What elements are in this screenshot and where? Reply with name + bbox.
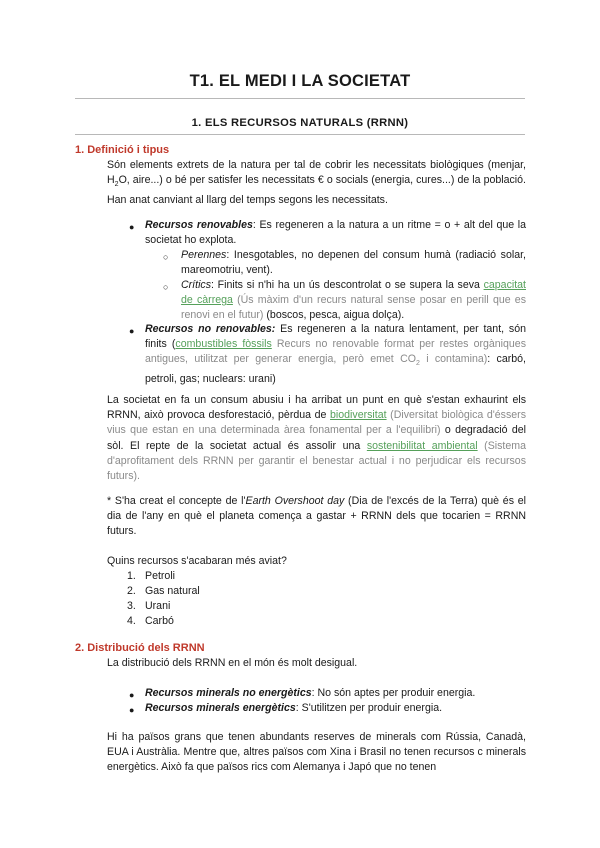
renovables-label: Recursos renovables [145,219,253,231]
heading-definicio: 1. Definició i tipus [75,144,170,156]
bullet-icon: ● [129,690,135,700]
intro-subscript: 2 [114,181,119,189]
section-divider [75,134,525,135]
section-title: 1. ELS RECURSOS NATURALS (RRNN) [191,117,409,129]
intro-text-b: O, aire...) o bé per satisfer les necessitats € o socials (energia, cures...) de la població. Han anat canviant al llarg del temps segons les necessitats. [107,174,526,206]
list-number: 3. [127,600,136,612]
fossils-subscript: 2 [415,360,420,368]
energetics-label: Recursos minerals energètics [145,702,296,714]
fossils-definition-a: Recurs no renovable format per restes orgàniques antigues, utilitzat per generar energia, però emet CO [145,338,527,366]
sostenibilitat-definition: (Sistema d'aprofitament dels RRNN per garantir el benestar actual i no perjudicar els recursos futurs). [107,439,526,483]
bullet-icon: ● [129,222,135,232]
list-item: Carbó [145,615,174,627]
no-energetics-label: Recursos minerals no energètics [145,687,312,699]
biodiversitat-definition: (Diversitat biològica d'éssers vius que estan en una determinada àrea fonamental per a l'equilibri) [107,409,526,437]
item-no-renovables [145,322,526,387]
no-renovables-text: Es regeneren a la natura lentament, per tant, són finits ( [145,323,526,351]
overshoot-text-a: * S'ha creat el concepte de l' [107,495,246,507]
list-item: Urani [145,600,171,612]
heading-distribucio: 2. Distribució dels RRNN [75,642,205,654]
no-renovables-label: Recursos no renovables: [145,323,276,335]
energetics-text: : S'utilitzen per produir energia. [295,702,443,714]
perennes-text: : Inesgotables, no depenen del consum humà (radiació solar, mareomotriu, vent). [181,249,526,277]
item-critics [181,278,526,324]
paragraph-overshoot [107,494,526,540]
list-item: Gas natural [145,585,200,597]
link-combustibles-fossils[interactable]: combustibles fòssils [175,338,272,351]
perennes-label: Perennes [181,249,227,261]
renovables-text: : Es regeneren a la natura a un ritme = o + alt del que la societat ho explota. [145,219,527,247]
critics-end: (boscos, pesca, aigua dolça). [263,309,405,322]
critics-definition: (Ús màxim d'un recurs natural sense posar en perill que es renovi en el futur) [181,294,526,322]
link-sostenibilitat-ambiental[interactable]: sostenibilitat ambiental [366,439,478,452]
page-title: T1. EL MEDI I LA SOCIETAT [189,72,411,90]
overshoot-term: Earth Overshoot day [245,495,345,507]
bullet-icon: ● [129,705,135,715]
item-perennes [181,248,526,278]
list-number: 2. [127,585,136,597]
critics-text: : Finits si n'hi ha un ús descontrolat o se supera la seva [211,279,484,291]
link-capacitat-carrega[interactable]: capacitat de càrrega [181,279,526,307]
list-item: Petroli [145,570,176,582]
item-renovables [145,218,526,248]
title-divider [75,98,525,99]
circle-bullet-icon: ○ [163,282,169,292]
no-renovables-end: : carbó, petroli, gas; nuclears: urani) [145,353,526,385]
intro-text-a: Són elements extrets de la natura per tal de cobrir les necessitats biològiques (menjar, H [107,159,526,187]
critics-label: Crítics [181,279,212,291]
paragraph-paisos: Hi ha països grans que tenen abundants reserves de minerals com Rússia, Canadà, EUA i Austràlia. Mentre que, altres països com Xina i Brasil no tenen recursos c minerals energètics. Això fa que països rics com Alemanya i Japó que no tenen [107,731,526,774]
paragraph-consum [107,393,526,484]
item-energetics [145,701,526,716]
no-energetics-text: : No són aptes per produir energia. [311,687,476,699]
consum-text-a: La societat en fa un consum abusiu i ha arribat un punt en què s'estan exhaurint els RRNN, això provoca desforestació, pèrdua de [107,394,526,422]
list-number: 1. [127,570,136,582]
overshoot-text-b: (Dia de l'excés de la Terra) què és el dia de l'any en què el planeta comença a gastar + RRNN dels que tocarien = RRNN futurs. [107,495,526,538]
link-biodiversitat[interactable]: biodiversitat [330,409,387,422]
item-no-energetics [145,686,526,701]
paragraph-intro [107,158,526,208]
question-text: Quins recursos s'acabaran més aviat? [107,555,287,567]
paragraph-distribucio: La distribució dels RRNN en el món és molt desigual. [107,657,358,669]
bullet-icon: ● [129,326,135,336]
fossils-definition-b: i contamina) [419,353,488,366]
consum-text-b: o degradació del sòl. El repte de la societat actual és assolir una [107,424,526,452]
circle-bullet-icon: ○ [163,252,169,262]
list-number: 4. [127,615,136,627]
